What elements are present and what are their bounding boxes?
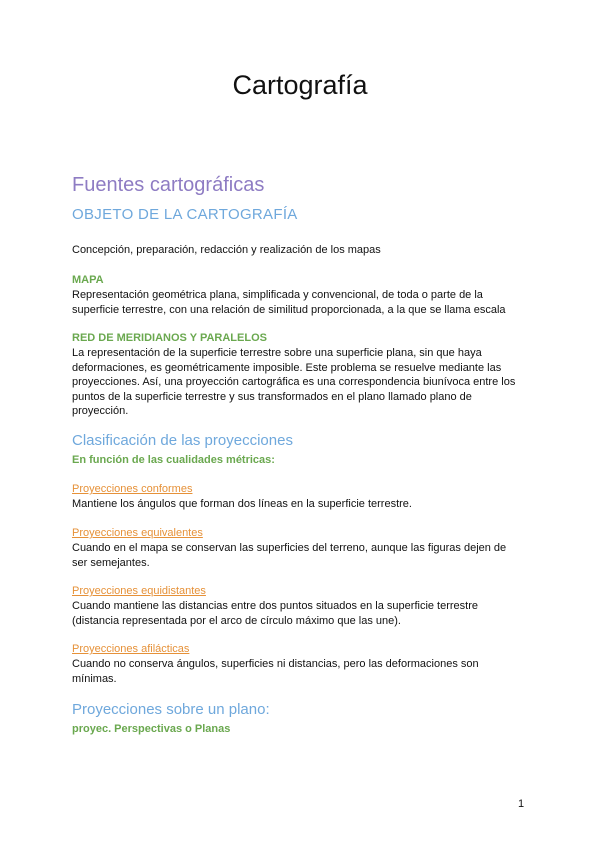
heading-fuentes: Fuentes cartográficas [72, 174, 265, 196]
link-equivalentes[interactable]: Proyecciones equivalentes [72, 527, 203, 539]
red-label: RED DE MERIDIANOS Y PARALELOS [72, 332, 267, 344]
conformes-text: Mantiene los ángulos que forman dos líneas en la superficie terrestre. [72, 498, 412, 510]
red-line-2: deformaciones, es geométricamente imposible. Este problema se resuelve mediante las [72, 362, 502, 374]
document-title: Cartografía [232, 70, 368, 100]
mapa-line-2: superficie terrestre, con una relación de similitud proporcionada, a la que se llama escala [72, 304, 506, 316]
link-equidistantes[interactable]: Proyecciones equidistantes [72, 585, 206, 597]
intro-paragraph: Concepción, preparación, redacción y realización de los mapas [72, 244, 381, 256]
equivalentes-line-1: Cuando en el mapa se conservan las superficies del terreno, aunque las figuras dejen de [72, 542, 507, 554]
link-afilacticas[interactable]: Proyecciones afilácticas [72, 643, 190, 655]
equidistantes-line-1: Cuando mantiene las distancias entre dos puntos situados en la superficie terrestre [72, 600, 479, 612]
link-conformes[interactable]: Proyecciones conformes [72, 483, 193, 495]
equivalentes-line-2: ser semejantes. [72, 557, 150, 569]
plano-subheading: proyec. Perspectivas o Planas [72, 723, 231, 735]
afilacticas-line-2: mínimas. [72, 673, 117, 685]
heading-objeto: OBJETO DE LA CARTOGRAFÍA [72, 206, 298, 223]
heading-clasificacion: Clasificación de las proyecciones [72, 432, 293, 449]
equidistantes-line-2: (distancia representada por el arco de círculo máximo que las une). [72, 615, 401, 627]
clasificacion-subheading: En función de las cualidades métricas: [72, 454, 275, 466]
page-number: 1 [518, 798, 525, 810]
heading-plano: Proyecciones sobre un plano: [72, 701, 270, 718]
mapa-label: MAPA [72, 274, 104, 286]
red-line-1: La representación de la superficie terrestre sobre una superficie plana, sin que haya [72, 347, 482, 359]
red-line-3: proyecciones. Así, una proyección cartográfica es una correspondencia biunívoca entre los [72, 376, 516, 388]
afilacticas-line-1: Cuando no conserva ángulos, superficies ni distancias, pero las deformaciones son [72, 658, 479, 670]
red-line-4: puntos de la superficie terrestre y sus transformados en el plano llamado plano de [72, 391, 472, 403]
red-line-5: proyección. [72, 405, 129, 417]
mapa-line-1: Representación geométrica plana, simplificada y convencional, de toda o parte de la [72, 289, 483, 301]
